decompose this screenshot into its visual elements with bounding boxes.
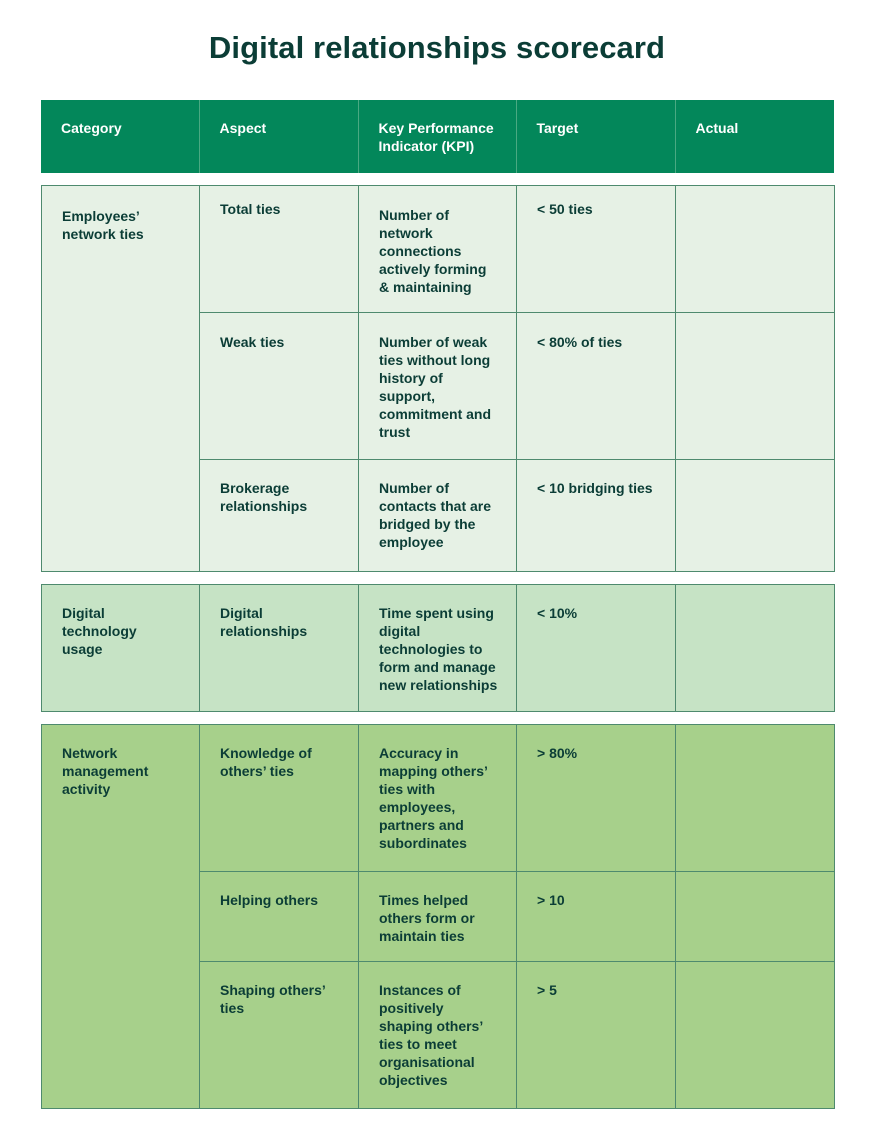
- header-aspect: Aspect: [199, 100, 358, 173]
- category-cell: Network management activity: [42, 725, 200, 1109]
- group-digital-technology-usage: [41, 584, 835, 712]
- target-cell: < 80% of ties: [517, 313, 676, 460]
- header-target: Target: [516, 100, 675, 173]
- category-cell: Employees’ network ties: [42, 186, 200, 572]
- aspect-cell: Knowledge of others’ ties: [200, 725, 359, 872]
- aspect-cell: Total ties: [200, 186, 359, 313]
- actual-cell[interactable]: [676, 725, 835, 872]
- target-cell: < 10 bridging ties: [517, 460, 676, 572]
- actual-cell[interactable]: [676, 313, 835, 460]
- kpi-cell: Accuracy in mapping others’ ties with employees, partners and subordinates: [359, 725, 517, 872]
- kpi-cell: Number of network connections actively forming & maintaining: [359, 186, 517, 313]
- scorecard-header: [41, 100, 834, 173]
- group-network-management-activity: [41, 724, 835, 1109]
- header-actual: Actual: [695, 120, 739, 136]
- aspect-cell: Helping others: [200, 872, 359, 962]
- kpi-cell: Number of contacts that are bridged by the employee: [359, 460, 517, 572]
- header-category: Category: [41, 100, 199, 173]
- aspect-cell: Digital relationships: [200, 585, 359, 712]
- target-cell: > 80%: [517, 725, 676, 872]
- kpi-cell: Number of weak ties without long history of support, commitment and trust: [359, 313, 517, 460]
- actual-cell[interactable]: [676, 872, 835, 962]
- target-cell: < 10%: [517, 585, 676, 712]
- aspect-cell: Brokerage relationships: [200, 460, 359, 572]
- group-employees-network-ties: [41, 185, 835, 572]
- kpi-cell: Times helped others form or maintain ties: [359, 872, 517, 962]
- header-kpi: Key Performance Indicator (KPI): [358, 100, 516, 173]
- target-cell: > 10: [517, 872, 676, 962]
- actual-cell[interactable]: [676, 962, 835, 1109]
- target-cell: > 5: [517, 962, 676, 1109]
- page-title: Digital relationships scorecard: [208, 30, 666, 65]
- aspect-cell: Weak ties: [200, 313, 359, 460]
- kpi-cell: Instances of positively shaping others’ ties to meet organisational objectives: [359, 962, 517, 1109]
- actual-cell[interactable]: [676, 186, 835, 313]
- actual-cell[interactable]: [676, 585, 835, 712]
- kpi-cell: Time spent using digital technologies to form and manage new relationships: [359, 585, 517, 712]
- target-cell: < 50 ties: [517, 186, 676, 313]
- category-cell: Digital technology usage: [42, 585, 200, 712]
- aspect-cell: Shaping others’ ties: [200, 962, 359, 1109]
- actual-cell[interactable]: [676, 460, 835, 572]
